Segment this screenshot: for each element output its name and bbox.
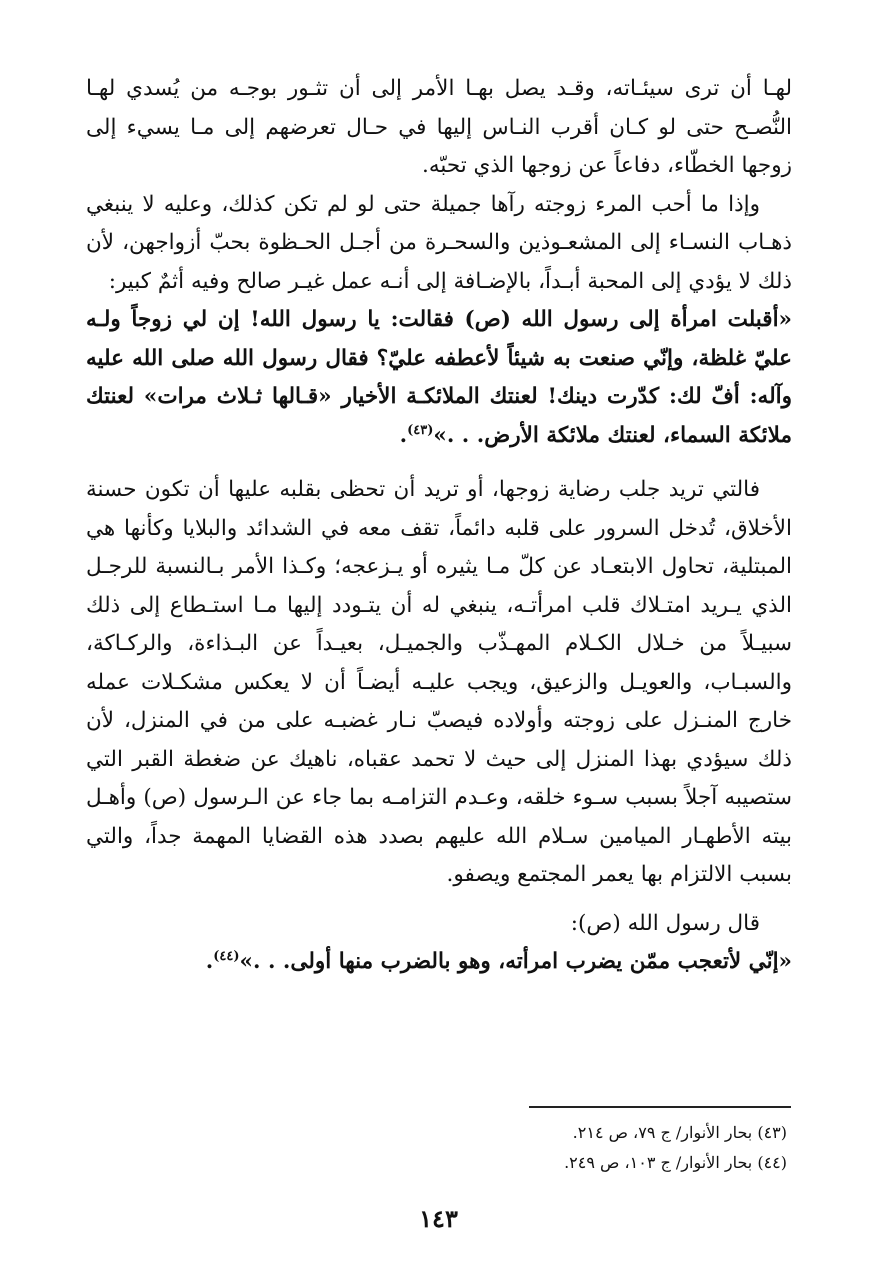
page-number: ١٤٣ — [419, 1204, 458, 1233]
quote-2-period: . — [205, 948, 214, 974]
page-body — [86, 70, 792, 981]
hadith-quote-1 — [86, 301, 792, 455]
prophet-said-line: قال رسول الله (ص): — [570, 910, 760, 936]
footnote-44: (٤٤) بحار الأنوار/ ج ١٠٣، ص ٢٤٩. — [564, 1153, 787, 1172]
hadith-quote-2 — [86, 943, 792, 982]
paragraph-1: لهـا أن ترى سيئـاته، وقـد يصل بهـا الأمر إلى أن تثـور بوجـه من يُسدي لهـا النُّصـح حتى لو كـان أقرب النـاس إليها في حـال تعرضهم إلى مـا يسيء إلى زوجها الخطّاء، دفاعاً عن زوجها الذي تحبّه. — [86, 76, 792, 178]
paragraph-3: فالتي تريد جلب رضاية زوجها، أو تريد أن تحظى بقلبه عليها أن تكون حسنة الأخلاق، تُدخل السرور على قلبه دائماً، تقف معه في الشدائد والبلايا وكأنها هي المبتلية، تحاول الابتعـاد عن كلّ مـا يثيره أو يـزعجه؛ وكـذا الأمر بـالنسبة للرجـل الذي يـريد امتـلاك قلب امرأتـه، ينبغي له أن يتـودد إليها مـا استـطاع إلى ذلك سبيـلاً من خـلال الكـلام المهـذّب والجميـل، بعيـداً عن البـذاءة، والركـاكة، والسبـاب، والعويـل والزعيق، ويجب عليـه أيضـاً أن لا يعكس مشكـلات عمله خارج المنـزل على زوجته وأولاده فيصبّ نـار غضبـه على من في المنزل، لأن ذلك سيؤدي بهذا المنزل إلى حيث لا تحمد عقباه، ناهيك عن ضغطة القبر التي ستصيبه آجلاً بسبب سـوء خلقه، وعـدم التزامـه بما جاء عن الـرسول (ص) وأهـل بيته الأطهـار الميامين سـلام الله عليهم بصدد هذه القضايا المهمة جداً، والتي بسبب الالتزام بها يعمر المجتمع ويصفو. — [86, 477, 792, 887]
paragraph-2: وإذا ما أحب المرء زوجته رآها جميلة حتى لو لم تكن كذلك، وعليه لا ينبغي ذهـاب النسـاء إلى المشعـوذين والسحـرة من أجـل الحـظوة بحبّ أزواجهن، لأن ذلك لا يؤدي إلى المحبة أبـداً، بالإضـافة إلى أنـه عمل غيـر صالح وفيه أثمٌ كبير: — [86, 191, 792, 294]
footnote-43: (٤٣) بحار الأنوار/ ج ٧٩، ص ٢١٤. — [572, 1123, 787, 1142]
footnote-ref-43[interactable]: (٤٣) — [407, 422, 434, 438]
footnote-divider — [529, 1106, 791, 1108]
footnotes — [367, 1118, 787, 1178]
hadith-quote-2-text: «إنّي لأتعجب ممّن يضرب امرأته، وهو بالضرب منها أولى. . .» — [239, 948, 792, 974]
quote-1-period: . — [399, 422, 408, 448]
hadith-quote-1-text: «أقبلت امرأة إلى رسول الله (ص) فقالت: يا رسول الله! إن لي زوجاً ولـه عليّ غلظة، وإنّي صنعت به شيئاً لأعطفه عليّ؟ فقال رسول الله صلى الله عليه وآله: أفّ لك: كدّرت دينك! لعنتك الملائكـة الأخيار «قـالها ثـلاث مرات» لعنتك ملائكة السماء، لعنتك ملائكة الأرض. . .» — [86, 307, 792, 448]
footnote-ref-44[interactable]: (٤٤) — [213, 948, 240, 964]
